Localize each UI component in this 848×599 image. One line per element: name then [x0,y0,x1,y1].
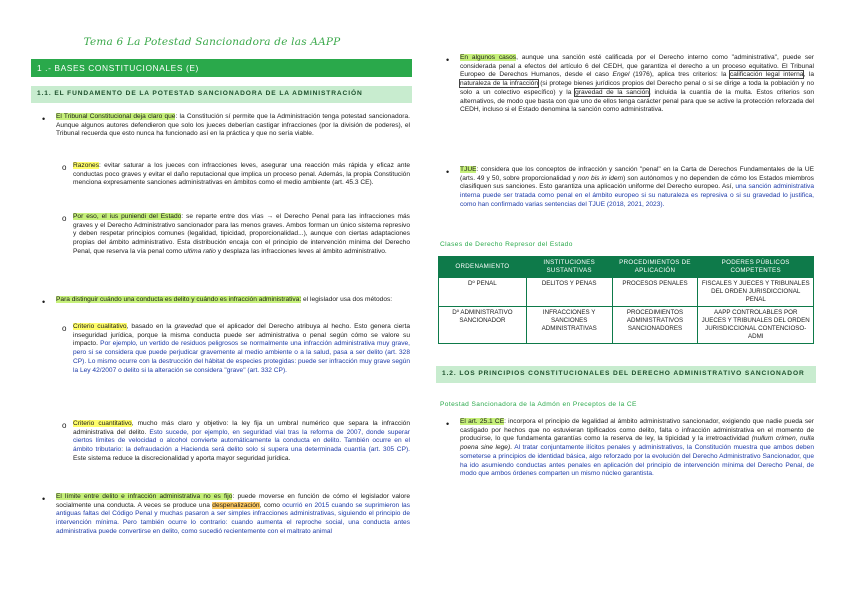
bullet-icon: • [446,55,450,65]
table-row [439,306,814,343]
circle-bullet-icon: o [62,421,67,430]
paragraph-tc: El Tribunal Constitucional deja claro que: la Constitución sí permite que la Administración tenga potestad sancionadora. Aunque algunos autores defendieron que solo los jueces deberían castigar infracciones (por la división de poderes), el Tribunal recuerda que esto nunca ha funcionado así en la práctica y que no sería viable. [56,113,410,138]
circle-bullet-icon: o [62,163,67,172]
table-header: PROCEDIMIENTOS DE APLICACIÓN [612,257,698,278]
table-cell: Dº ADMINISTRATIVO SANCIONADOR [439,306,527,343]
paragraph-art-25: El art. 25.1 CE: incorpora el principio de legalidad al ámbito administrativo sancionador, exigiendo que nadie pueda ser castigado por hechos que no estuvieran tipificados como delito, falta o infracción administrativa en el momento de producirse, lo que fundamenta garantías como la reserva de ley, la tipicidad y la irretroactividad (nullum crimen, nulla poena sine lege). Al tratar conjuntamente ilícitos penales y administrativos, la Constitución muestra que ambos deben someterse a principios de identidad básica, algo reforzado por la evolución del Derecho Administrativo Sancionador, que ha ido asumiendo conductas antes penales en aplicación del principio de intervención mínima del Derecho Penal, de modo que ambos órdenes comparten un mismo núcleo garantista. [460,418,814,478]
table-cell: DELITOS Y PENAS [526,277,612,306]
paragraph-tjue: TJUE: considera que los conceptos de infracción y sanción "penal" en la Carta de Derechos Fundamentales de la UE (arts. 49 y 50, sobre proporcionalidad y non bis in idem) son autónomos y no dependen de cómo los Estados miembros clasifiquen sus sanciones. Esto garantiza una aplicación uniforme del Derecho europeo. Así, una sanción administrativa interna puede ser tratada como penal en el ámbito europeo si su naturaleza es represiva o si su gravedad lo justifica, como han confirmado varias sentencias del TJUE (2018, 2021, 2023). [460,166,814,208]
subsection-heading: 1.1. EL FUNDAMENTO DE LA POTESTAD SANCIONADORA DE LA ADMINISTRACIÓN [31,86,412,103]
table-cell: FISCALES Y JUECES Y TRIBUNALES DEL ORDEN JURISDICCIONAL PENAL [698,277,814,306]
circle-bullet-icon: o [62,214,67,223]
table-row [439,277,814,306]
table-caption: Clases de Derecho Represor del Estado [440,241,573,248]
bullet-icon: • [446,419,450,429]
derecho-represor-table [438,256,814,344]
section-heading: 1 .- BASES CONSTITUCIONALES (E) [31,59,412,77]
table-cell: INFRACCIONES Y SANCIONES ADMINISTRATIVAS [526,306,612,343]
bullet-icon: • [42,494,46,504]
table-cell: PROCEDIMIENTOS ADMINISTRATIVOS SANCIONADORES [612,306,698,343]
paragraph-cedh: En algunos casos, aunque una sanción esté calificada por el Derecho interno como "administrativa", puede ser considerada penal a efectos del artículo 6 del CEDH, que garantiza el derecho a un proceso equitativo. El Tribunal Europeo de Derechos Humanos, desde el caso Engel (1976), aplica tres criterios: la calificación legal interna, la naturaleza de la infracción (si protege bienes jurídicos propios del Derecho penal o si se dirige a toda la población y no solo a un colectivo específico) y la gravedad de la sanción, incluida la cuantía de la multa. Estos criterios son alternativos, de modo que basta con que uno de ellos tenga carácter penal para que se active la protección reforzada del CEDH, incluso si el Estado denomina la sanción como administrativa. [460,54,815,114]
paragraph-ius-puniendi: Por eso, el ius puniendi del Estado: se reparte entre dos vías → el Derecho Penal para las infracciones más graves y el Derecho Administrativo sancionador para las menos graves. Ambos forman un único sistema represivo y deben respetar principios comunes (legalidad, tipicidad, proporcionalidad...), aunque con ciertas adaptaciones propias del ámbito administrativo. Esta distribución encaja con el principio de intervención mínima del Derecho Penal, que reserva la vía penal como ultima ratio y desplaza las infracciones leves al ámbito administrativo. [73,213,410,255]
paragraph-distinguir: Para distinguir cuándo una conducta es delito y cuándo es infracción administrativa: el legislador usa dos métodos: [56,296,393,303]
table-header: ORDENAMIENTO [439,257,527,278]
paragraph-cuantitativo: Criterio cuantitativo, mucho más claro y objetivo: la ley fija un umbral numérico que separa la infracción administrativa del delito. Esto sucede, por ejemplo, en seguridad vial tras la reforma de 2007, donde superar ciertos límites de velocidad o alcohol convierte automáticamente la conducta en delito. También ocurre en el ámbito tributario: la defraudación a Hacienda será delito solo si supera una determinada cuantía (art. 305 CP). Este sistema reduce la discrecionalidad y aporta mayor seguridad jurídica. [73,420,410,462]
bullet-icon: • [42,114,46,124]
paragraph-limite: El límite entre delito e infracción administrativa no es fijo: puede moverse en función de cómo el legislador valore socialmente una conducta. A veces se produce una despenalización, como ocurrió en 2015 cuando se suprimieron las antiguas faltas del Código Penal y muchas pasaron a ser simples infracciones administrativas, siguiendo el principio de intervención mínima. Pero también ocurre lo contrario: cuando aumenta el reproche social, una conducta antes administrativa puede convertirse en delito, como sucedió recientemente con el maltrato animal [56,493,411,535]
paragraph-razones: Razones: evitar saturar a los jueces con infracciones leves, asegurar una reacción más rápida y eficaz ante conductas poco graves y evitar el daño reputacional que implica un proceso penal. Además, la propia Constitución menciona expresamente sanciones administrativas en ámbitos como el medio ambiente (art. 45.3 CE). [73,162,410,187]
circle-bullet-icon: o [62,324,67,333]
bullet-icon: • [42,297,46,307]
table-cell: Dº PENAL [439,277,527,306]
table-header: INSTITUCIONES SUSTANTIVAS [526,257,612,278]
bullet-icon: • [446,167,450,177]
subheading-preceptos: Potestad Sancionadora de la Admón en Preceptos de la CE [440,401,637,408]
table-cell: AAPP CONTROLABLES POR JUECES Y TRIBUNALES DEL ORDEN JURISDICCIONAL CONTENCIOSO-ADMI [698,306,814,343]
paragraph-cualitativo: Criterio cualitativo, basado en la gravedad que el aplicador del Derecho atribuya al hecho. Esto genera cierta inseguridad jurídica, porque la misma conducta puede ser administrativa o penal según cómo se valore su impacto. Por ejemplo, un vertido de residuos peligrosos se normalmente una infracción administrativa muy grave, pero si se considera que puede perjudicar gravemente al medio ambiente o a la salud, pasa a ser delito (art. 328 CP). Lo mismo ocurre con la destrucción del hábitat de especies protegidas: puede ser infracción muy grave según la Ley 42/2007 o delito si la alteración se considera "grave" (art. 332 CP). [73,323,411,374]
page-title: Tema 6 La Potestad Sancionadora de las AAPP [0,36,424,50]
subsection-heading: 1.2. LOS PRINCIPIOS CONSTITUCIONALES DEL DERECHO ADMINISTRATIVO SANCIONADOR [436,366,816,383]
table-cell: PROCESOS PENALES [612,277,698,306]
table-header: PODERES PÚBLICOS COMPETENTES [698,257,814,278]
